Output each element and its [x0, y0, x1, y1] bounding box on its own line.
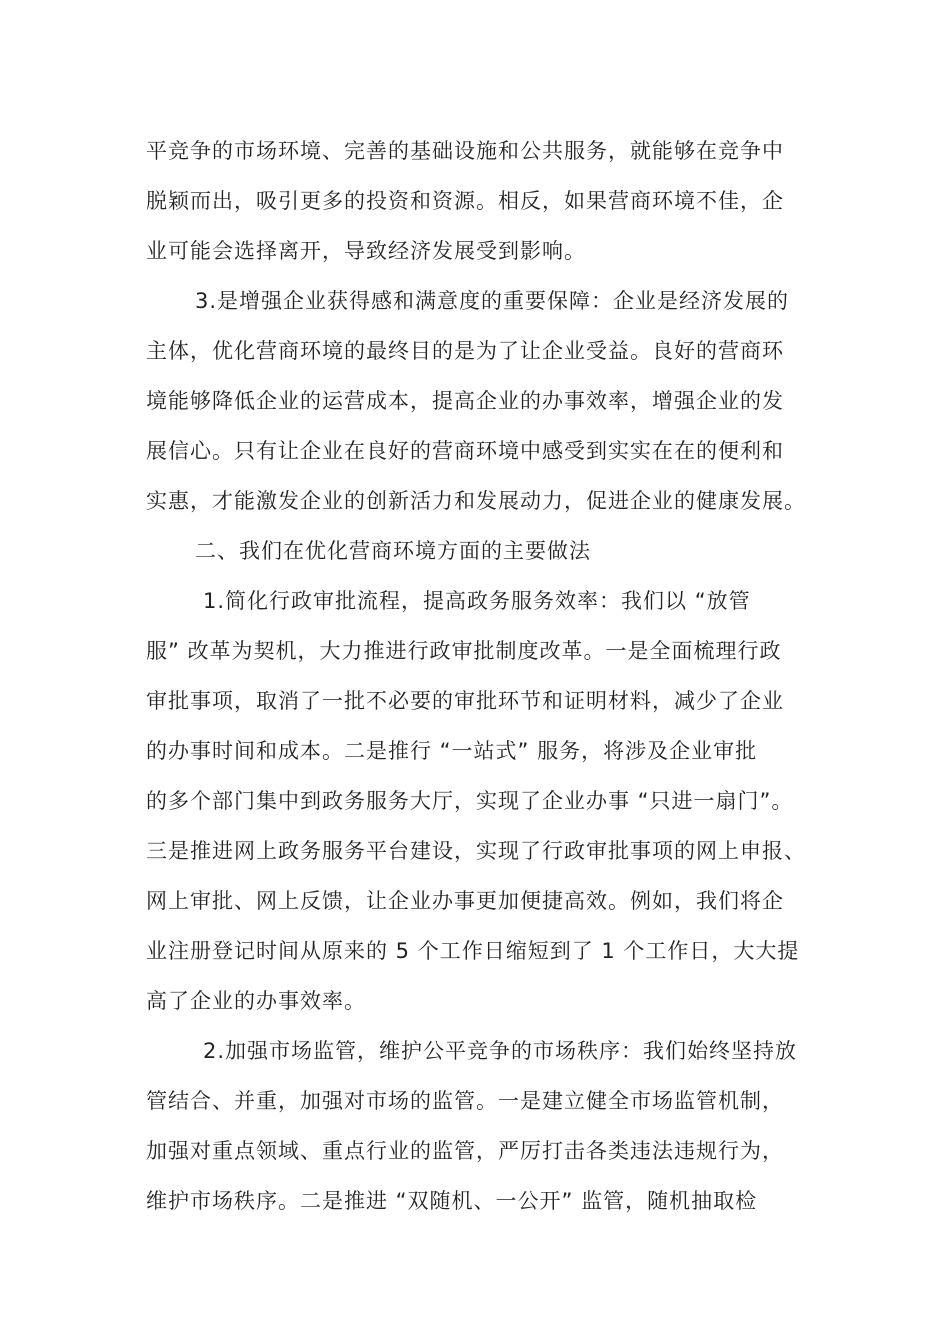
text-line: 网上审批、网上反馈，让企业办事更加便捷高效。例如，我们将企: [146, 889, 784, 913]
text-line: 展信心。只有让企业在良好的营商环境中感受到实实在在的便利和: [146, 439, 784, 463]
text-line: 加强对重点领域、重点行业的监管，严厉打击各类违法违规行为，: [146, 1139, 784, 1163]
text-line: 维护市场秩序。二是推进 “双随机、一公开” 监管，随机抽取检: [146, 1189, 758, 1213]
text-line: 3.是增强企业获得感和满意度的重要保障：企业是经济发展的: [195, 289, 790, 313]
text-line: 2.加强市场监管，维护公平竞争的市场秩序：我们始终坚持放: [203, 1039, 798, 1063]
text-line: 高了企业的办事效率。: [146, 989, 366, 1013]
text-line: 平竞争的市场环境、完善的基础设施和公共服务，就能够在竞争中: [146, 139, 784, 163]
text-line: 脱颖而出，吸引更多的投资和资源。相反，如果营商环境不佳，企: [146, 189, 784, 213]
text-line: 管结合、并重，加强对市场的监管。一是建立健全市场监管机制，: [146, 1089, 784, 1113]
text-line: 实惠，才能激发企业的创新活力和发展动力，促进企业的健康发展。: [146, 489, 806, 513]
text-line: 境能够降低企业的运营成本，提高企业的办事效率，增强企业的发: [146, 389, 784, 413]
section-heading: 二、我们在优化营商环境方面的主要做法: [195, 539, 591, 563]
text-line: 三是推进网上政务服务平台建设，实现了行政审批事项的网上申报、: [146, 839, 806, 863]
text-line: 审批事项，取消了一批不必要的审批环节和证明材料，减少了企业: [146, 689, 784, 713]
text-line: 的办事时间和成本。二是推行 “一站式” 服务，将涉及企业审批: [146, 739, 758, 763]
document-body: [146, 126, 826, 1226]
text-line: 的多个部门集中到政务服务大厅，实现了企业办事 “只进一扇门”。: [146, 789, 794, 813]
text-line: 业注册登记时间从原来的 5 个工作日缩短到了 1 个工作日，大大提: [146, 939, 800, 963]
text-line: 主体，优化营商环境的最终目的是为了让企业受益。良好的营商环: [146, 339, 784, 363]
text-line: 1.简化行政审批流程，提高政务服务效率：我们以 “放管: [203, 589, 751, 613]
text-line: 业可能会选择离开，导致经济发展受到影响。: [146, 239, 586, 263]
text-line: 服” 改革为契机，大力推进行政审批制度改革。一是全面梳理行政: [146, 639, 782, 663]
